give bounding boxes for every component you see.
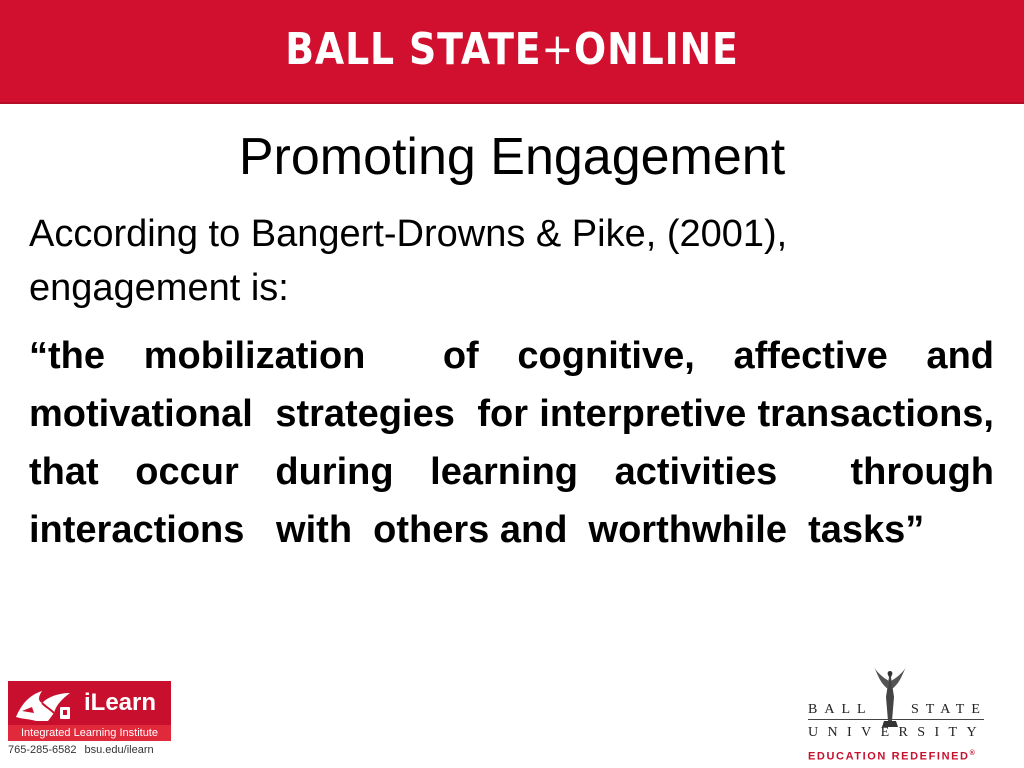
bsu-tagline-text: EDUCATION REDEFINED [808, 750, 970, 763]
intro-line-1: According to Bangert-Drowns & Pike, (2001), [29, 213, 788, 255]
bsu-divider [808, 719, 984, 720]
brand-online: ONLINE [574, 24, 739, 75]
ilearn-logo [8, 681, 172, 759]
ball-state-university-logo [806, 667, 992, 765]
brand-plus: + [541, 24, 575, 75]
intro-line-2: engagement is: [29, 267, 289, 309]
slide-title: Promoting Engagement [238, 128, 786, 186]
ilearn-phone: 765-285-6582 [8, 744, 77, 756]
ilearn-subtitle: Integrated Learning Institute [8, 725, 171, 741]
brand-title [72, 24, 953, 76]
ilearn-name: iLearn [84, 689, 157, 716]
registered-mark: ® [969, 750, 975, 757]
header-banner [0, 0, 1024, 104]
ilearn-logo-bar [8, 681, 171, 725]
bsu-tagline [808, 747, 975, 764]
bsu-word-university: UNIVERSITY [808, 725, 986, 740]
ilearn-contact [8, 743, 154, 757]
ilearn-url: bsu.edu/ilearn [84, 744, 154, 756]
brand-ball-state: BALL STATE [285, 24, 542, 75]
cardinal-icon [8, 681, 82, 725]
bsu-word-state: STATE [911, 702, 987, 717]
engagement-definition-quote: “the mobilization of cognitive, affective and motivational strategies for interpretive transactions, that occur during learning activities through interactions with others and worthwhile tasks” [29, 335, 1016, 551]
intro-text [29, 207, 989, 315]
bsu-word-ball: BALL [808, 702, 873, 717]
